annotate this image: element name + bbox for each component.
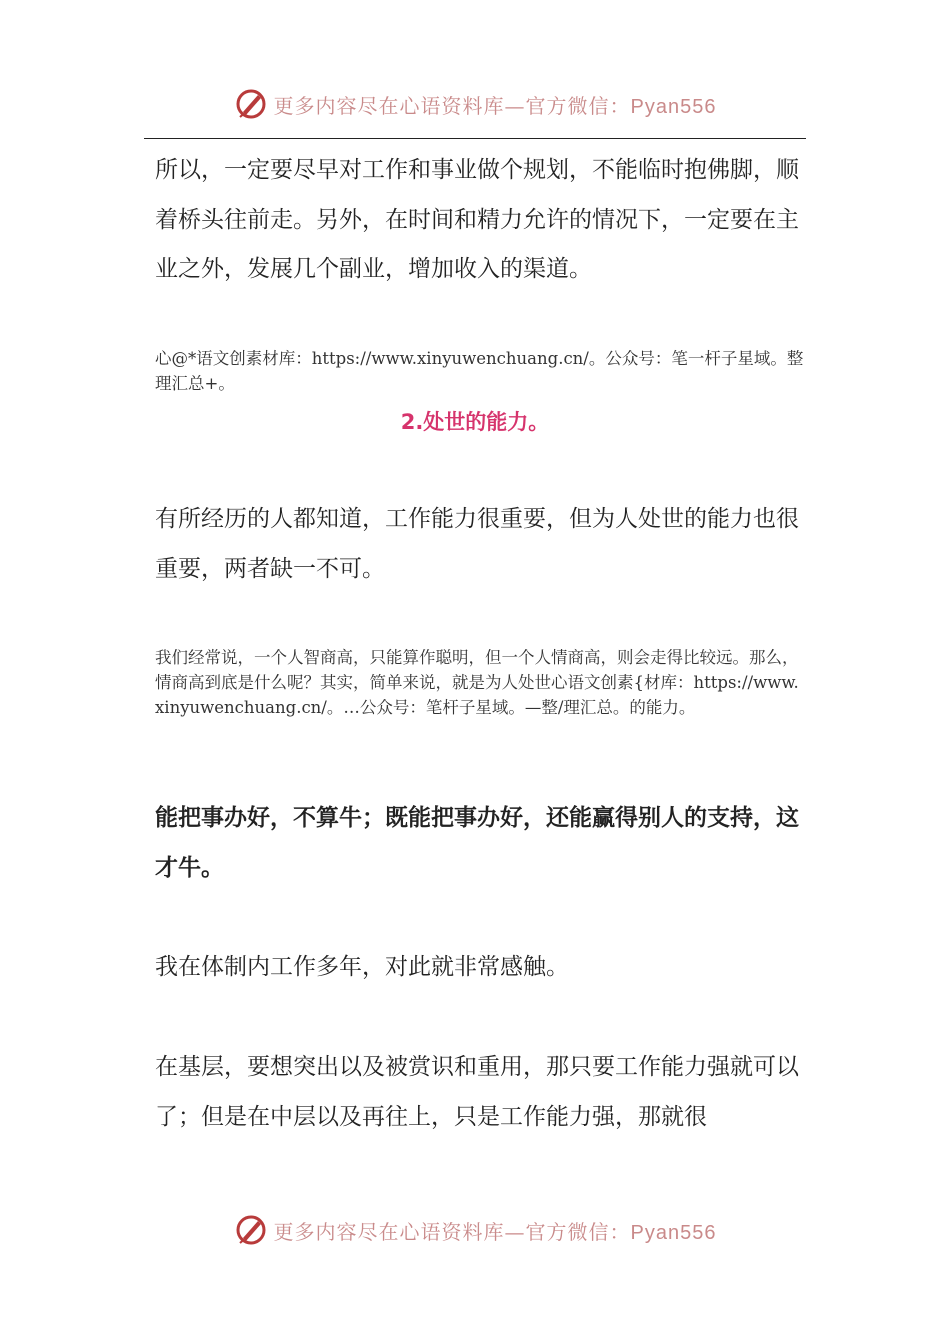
source-note-1: 心@*语文创素材库：https://www.xinyuwenchuang.cn/。公众号：笔一杆子星域。整理汇总+。 [155,349,804,393]
header-divider [144,138,806,139]
banner-label: 更多内容尽在心语资料库—官方微信： [273,1219,631,1244]
banner-label: 更多内容尽在心语资料库—官方微信： [273,93,631,118]
footer-banner [0,1210,950,1250]
paragraph-ability: 有所经历的人都知道，工作能力很重要，但为人处世的能力也很重要，两者缺一不可。 [155,506,799,582]
header-banner-text [274,90,717,119]
header-banner [0,84,950,124]
paragraph-plan: 所以，一定要尽早对工作和事业做个规划，不能临时抱佛脚，顺着桥头往前走。另外，在时间和精力允许的情况下，一定要在主业之外，发展几个副业，增加收入的渠道。 [155,157,799,282]
paragraph-bold-quote: 能把事办好，不算牛；既能把事办好，还能赢得别人的支持，这才牛。 [155,805,799,881]
footer-banner-text [274,1216,717,1245]
banner-wechat-id: Pyan556 [630,1221,717,1244]
paragraph-levels: 在基层，要想突出以及被赏识和重用，那只要工作能力强就可以了；但是在中层以及再往上，只是工作能力强，那就很 [155,1054,799,1130]
banner-wechat-id: Pyan556 [630,95,717,118]
paragraph-experience: 我在体制内工作多年，对此就非常感触。 [155,954,569,980]
pen-circle-logo-icon [234,1213,268,1247]
section-heading: 2.处世的能力。 [400,410,550,434]
pen-circle-logo-icon [234,87,268,121]
source-note-2: 我们经常说，一个人智商高，只能算作聪明，但一个人情商高，则会走得比较远。那么，情商高到底是什么呢？其实，简单来说，就是为人处世心语文创素{材库：https://www.xinyuwenchuang.cn/。…公众号：笔杆子星域。—整/理汇总。的能力。 [155,648,799,717]
